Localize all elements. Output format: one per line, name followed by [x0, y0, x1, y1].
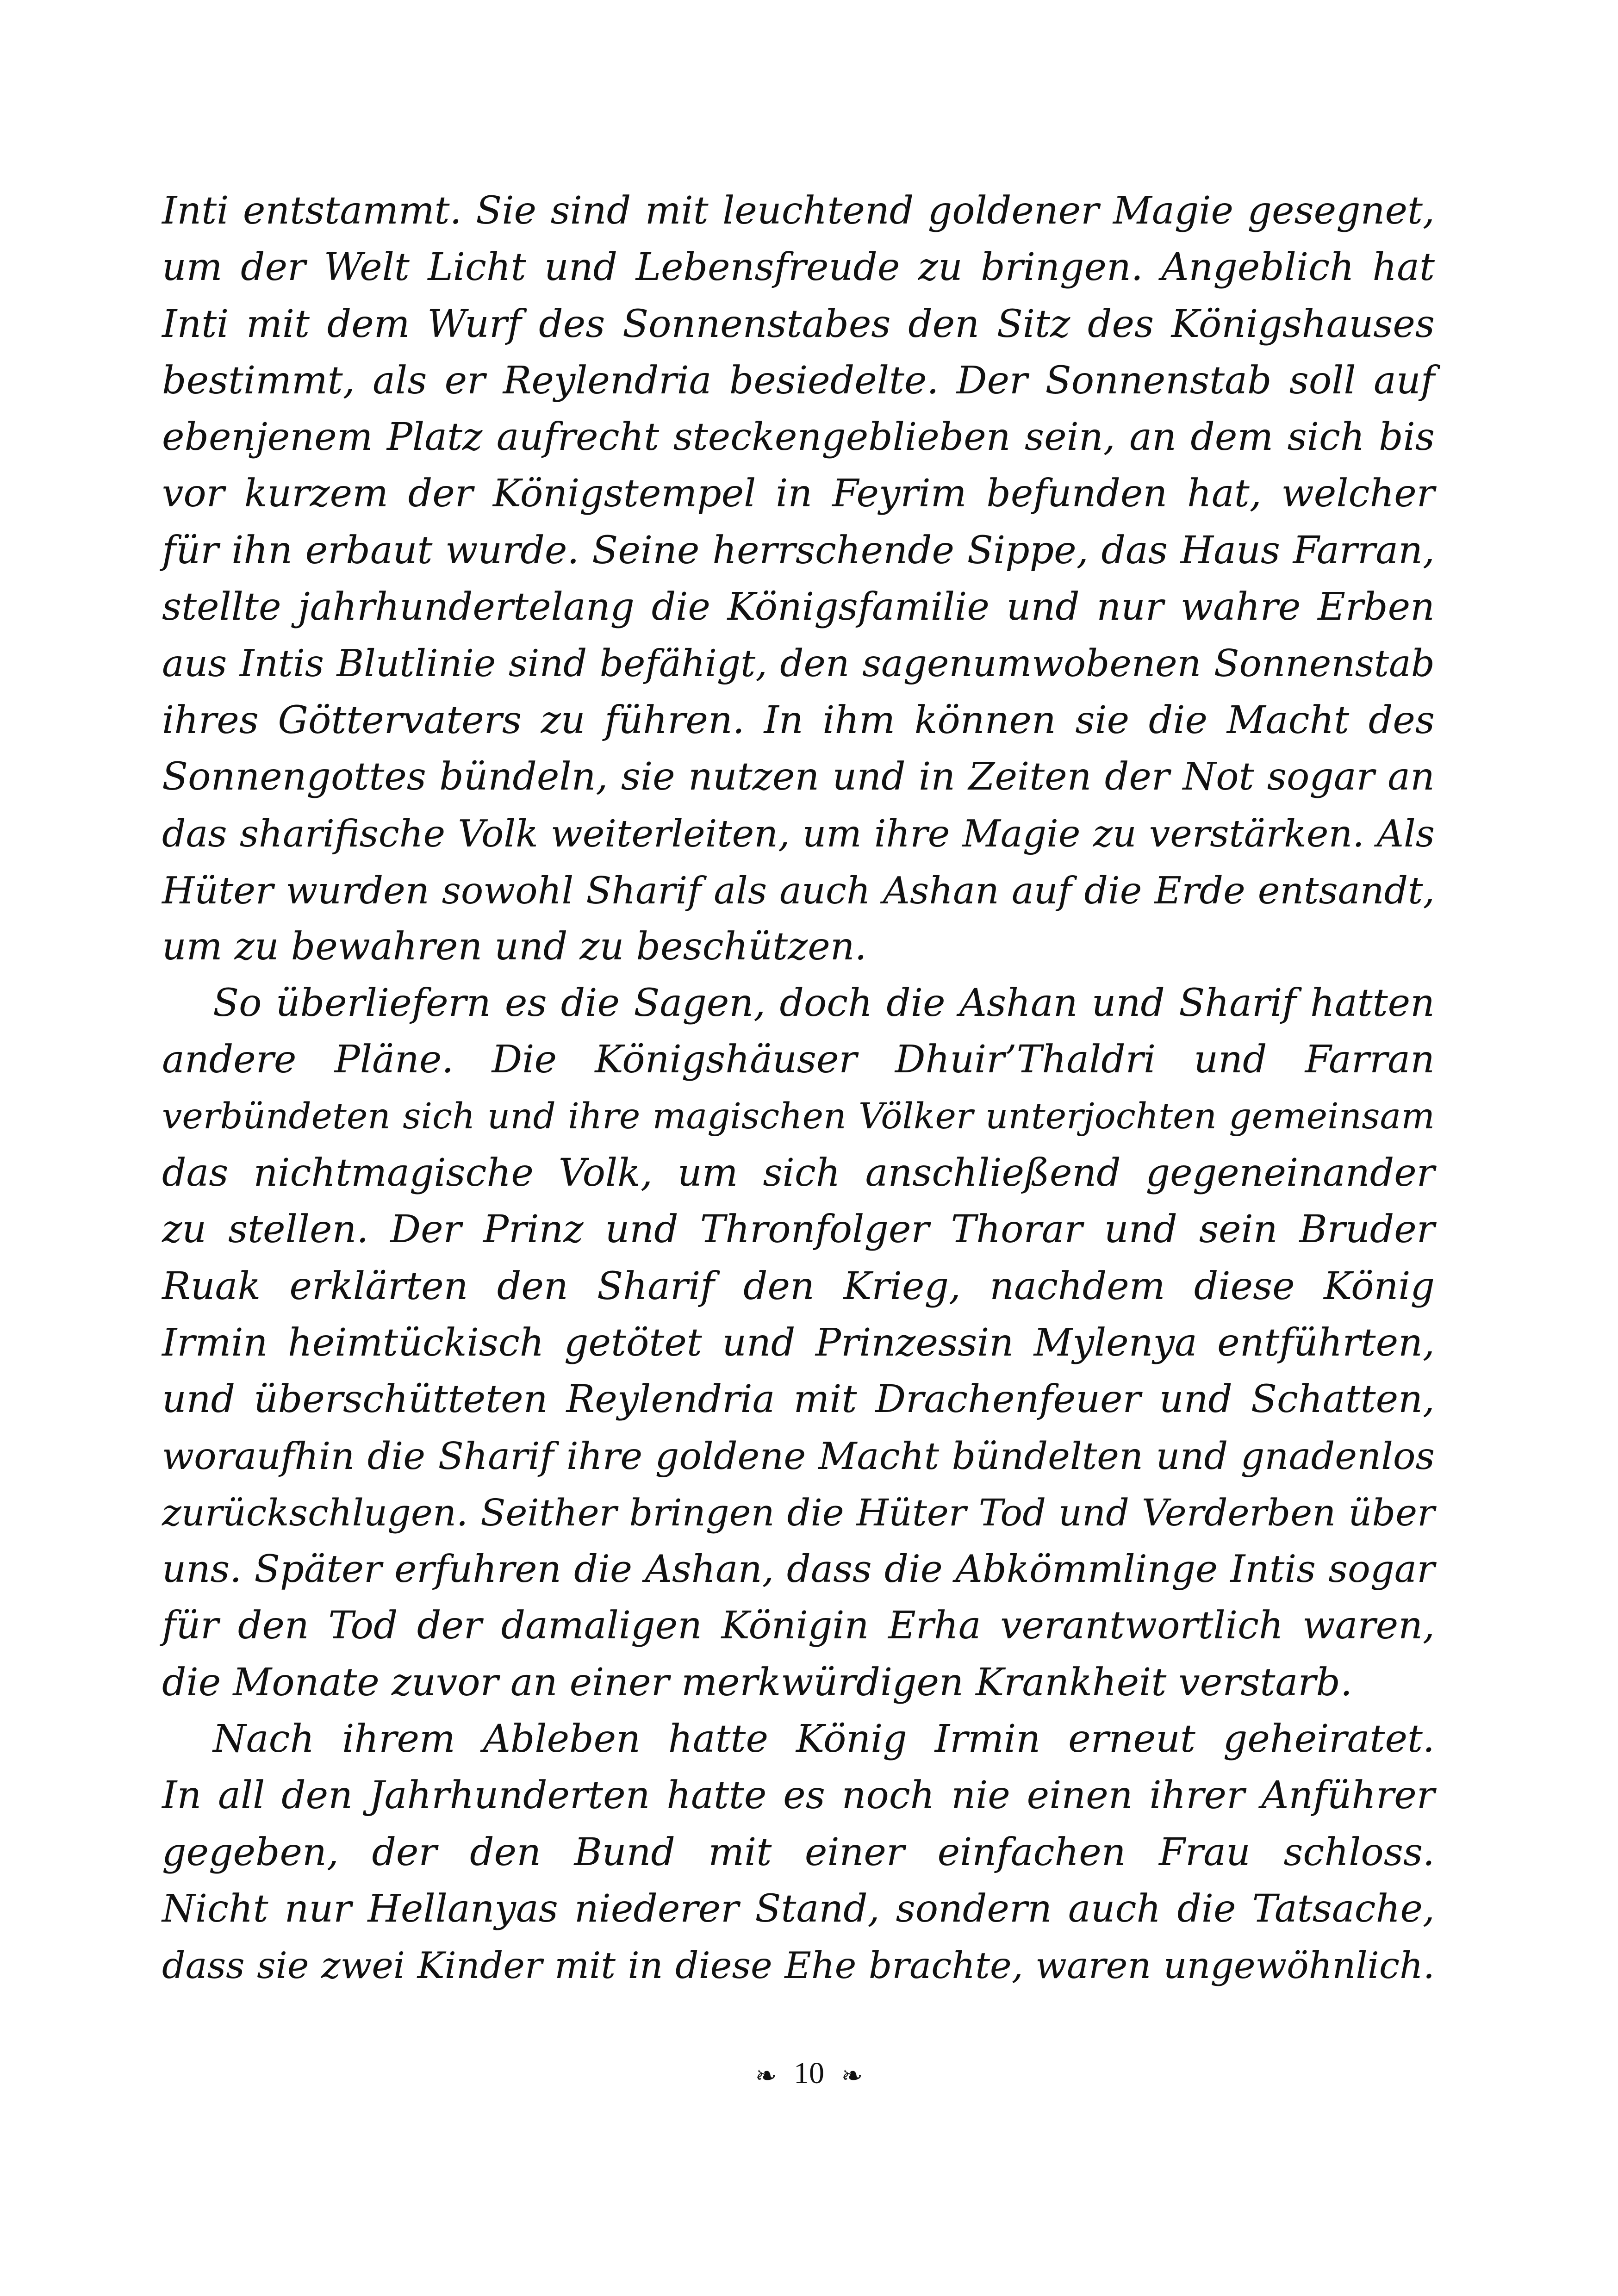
- text-line: So überliefern es die Sagen, doch die Ashan und Sharif hatten: [213, 981, 1435, 1026]
- text-line: vor kurzem der Königstempel in Feyrim befunden hat, welcher: [162, 472, 1435, 516]
- floral-heart-icon: ❧: [755, 2060, 777, 2091]
- text-line: um der Welt Licht und Lebensfreude zu bringen. Angeblich hat: [162, 245, 1435, 290]
- text-line: für ihn erbaut wurde. Seine herrschende Sippe, das Haus Farran,: [162, 528, 1435, 572]
- text-line: das sharifische Volk weiterleiten, um ihre Magie zu verstärken. Als: [162, 812, 1435, 856]
- text-line: uns. Später erfuhren die Ashan, dass die Abkömmlinge Intis sogar: [162, 1548, 1435, 1592]
- floral-heart-icon: ❧: [841, 2060, 863, 2091]
- text-line: Nach ihrem Ableben hatte König Irmin erneut geheiratet.: [213, 1717, 1435, 1761]
- text-line: stellte jahrhundertelang die Königsfamilie und nur wahre Erben: [162, 585, 1435, 629]
- text-line: um zu bewahren und zu beschützen.: [162, 924, 867, 969]
- text-line: für den Tod der damaligen Königin Erha verantwortlich waren,: [162, 1604, 1435, 1648]
- text-line: aus Intis Blutlinie sind befähigt, den sagenumwobenen Sonnenstab: [162, 642, 1435, 685]
- text-line: Inti mit dem Wurf des Sonnenstabes den Sitz des Königshauses: [162, 302, 1435, 346]
- text-line: andere Pläne. Die Königshäuser Dhuir’Thaldri und Farran: [162, 1038, 1435, 1082]
- text-line: Irmin heimtückisch getötet und Prinzessin Mylenya entführten,: [162, 1320, 1435, 1365]
- page-body: [162, 183, 1435, 1994]
- text-line: bestimmt, als er Reylendria besiedelte. Der Sonnenstab soll auf: [162, 358, 1435, 403]
- paragraph: [162, 975, 1435, 1711]
- text-line: das nichtmagische Volk, um sich anschließend gegeneinander: [162, 1151, 1435, 1195]
- page-footer: [0, 2055, 1618, 2095]
- paragraph: [162, 1711, 1435, 1994]
- text-line: ebenjenem Platz aufrecht steckengeblieben sein, an dem sich bis: [162, 415, 1435, 460]
- text-line: gegeben, der den Bund mit einer einfachen Frau schloss.: [162, 1830, 1435, 1874]
- text-line: In all den Jahrhunderten hatte es noch nie einen ihrer Anführer: [162, 1773, 1435, 1818]
- text-line: dass sie zwei Kinder mit in diese Ehe brachte, waren ungewöhnlich.: [162, 1944, 1435, 1987]
- text-line: Inti entstammt. Sie sind mit leuchtend goldener Magie gesegnet,: [162, 189, 1435, 233]
- text-line: zu stellen. Der Prinz und Thronfolger Thorar und sein Bruder: [162, 1207, 1435, 1252]
- paragraph: [162, 183, 1435, 975]
- text-line: Ruak erklärten den Sharif den Krieg, nachdem diese König: [162, 1264, 1435, 1308]
- page-number: 10: [794, 2056, 824, 2090]
- text-line: Hüter wurden sowohl Sharif als auch Ashan auf die Erde entsandt,: [162, 868, 1435, 912]
- text-line: und überschütteten Reylendria mit Drachenfeuer und Schatten,: [162, 1377, 1435, 1422]
- text-line: Sonnengottes bündeln, sie nutzen und in Zeiten der Not sogar an: [162, 754, 1435, 799]
- text-line: Nicht nur Hellanyas niederer Stand, sondern auch die Tatsache,: [162, 1886, 1435, 1931]
- text-line: ihres Göttervaters zu führen. In ihm können sie die Macht des: [162, 698, 1435, 742]
- text-line: die Monate zuvor an einer merkwürdigen Krankheit verstarb.: [162, 1660, 1353, 1705]
- text-line: woraufhin die Sharif ihre goldene Macht bündelten und gnadenlos: [162, 1434, 1435, 1478]
- text-line: verbündeten sich und ihre magischen Völker unterjochten gemeinsam: [162, 1095, 1435, 1137]
- text-line: zurückschlugen. Seither bringen die Hüter Tod und Verderben über: [162, 1491, 1435, 1534]
